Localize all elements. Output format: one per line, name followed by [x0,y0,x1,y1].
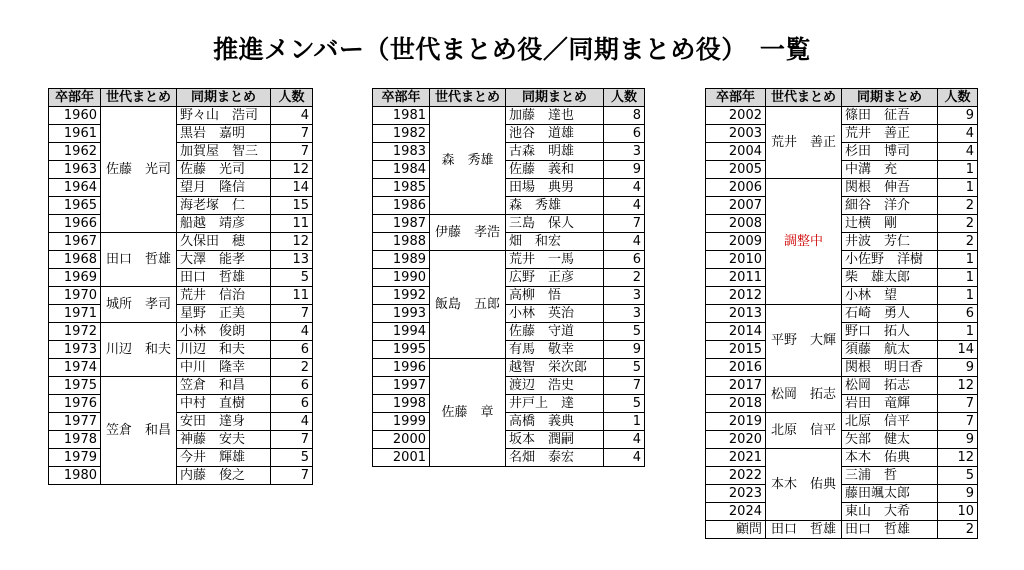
table-row [49,197,313,215]
class-rep-cell: 田口 哲雄 [842,521,938,539]
graduation-year-cell: 1992 [373,287,430,305]
graduation-year-cell: 2011 [706,269,766,287]
table-row [706,215,978,233]
generation-rep-cell: 調整中 [766,179,842,305]
graduation-year-cell: 1977 [49,413,101,431]
member-count-cell: 5 [604,323,645,341]
member-count-cell: 14 [271,179,313,197]
member-count-cell: 1 [604,413,645,431]
header-class-rep: 同期まとめ [506,89,604,107]
member-count-cell: 4 [271,413,313,431]
class-rep-cell: 池谷 道雄 [506,125,604,143]
page-title: 推進メンバー（世代まとめ役／同期まとめ役） 一覧 [213,35,811,64]
member-count-cell: 7 [938,395,978,413]
class-rep-cell: 佐藤 光司 [177,161,271,179]
table-header-row [49,89,313,107]
member-count-cell: 13 [271,251,313,269]
table-row [373,179,645,197]
graduation-year-cell: 2006 [706,179,766,197]
generation-rep-cell: 佐藤 章 [430,359,506,467]
members-table-1980s-1990s [372,88,645,467]
class-rep-cell: 野々山 浩司 [177,107,271,125]
generation-rep-cell: 田口 哲雄 [766,521,842,539]
member-count-cell: 4 [604,449,645,467]
class-rep-cell: 名畑 泰宏 [506,449,604,467]
graduation-year-cell: 2000 [373,431,430,449]
class-rep-cell: 中川 隆幸 [177,359,271,377]
member-count-cell: 1 [938,323,978,341]
member-count-cell: 1 [938,269,978,287]
table-row [706,143,978,161]
graduation-year-cell: 2002 [706,107,766,125]
graduation-year-cell: 1979 [49,449,101,467]
class-rep-cell: 船越 靖彦 [177,215,271,233]
table-row [706,341,978,359]
table-row [49,251,313,269]
graduation-year-cell: 1962 [49,143,101,161]
class-rep-cell: 井波 芳仁 [842,233,938,251]
class-rep-cell: 森 秀雄 [506,197,604,215]
member-count-cell: 12 [271,161,313,179]
member-count-cell: 1 [938,251,978,269]
table-row [49,449,313,467]
class-rep-cell: 広野 正彦 [506,269,604,287]
graduation-year-cell: 1973 [49,341,101,359]
graduation-year-cell: 1966 [49,215,101,233]
member-count-cell: 4 [271,323,313,341]
member-count-cell: 12 [271,233,313,251]
member-count-cell: 4 [604,179,645,197]
table-row [373,269,645,287]
table-row [49,107,313,125]
graduation-year-cell: 2009 [706,233,766,251]
graduation-year-cell: 2007 [706,197,766,215]
graduation-year-cell: 2012 [706,287,766,305]
graduation-year-cell: 1995 [373,341,430,359]
table-row [706,125,978,143]
member-count-cell: 9 [604,161,645,179]
member-count-cell: 4 [604,431,645,449]
class-rep-cell: 北原 信平 [842,413,938,431]
graduation-year-cell: 2010 [706,251,766,269]
class-rep-cell: 中溝 充 [842,161,938,179]
graduation-year-cell: 2023 [706,485,766,503]
graduation-year-cell: 1974 [49,359,101,377]
member-count-cell: 1 [938,161,978,179]
graduation-year-cell: 1960 [49,107,101,125]
class-rep-cell: 関根 明日香 [842,359,938,377]
table-row [373,125,645,143]
class-rep-cell: 今井 輝雄 [177,449,271,467]
graduation-year-cell: 1984 [373,161,430,179]
graduation-year-cell: 顧問 [706,521,766,539]
members-table-1960s-1970s [48,88,313,485]
table-row [49,161,313,179]
header-count: 人数 [271,89,313,107]
class-rep-cell: 関根 伸吾 [842,179,938,197]
table-row [373,359,645,377]
table-row [706,449,978,467]
generation-rep-cell: 笠倉 和昌 [101,377,177,485]
class-rep-cell: 小林 俊朗 [177,323,271,341]
graduation-year-cell: 2003 [706,125,766,143]
member-count-cell: 2 [604,269,645,287]
generation-rep-cell: 城所 孝司 [101,287,177,323]
graduation-year-cell: 2001 [373,449,430,467]
member-count-cell: 7 [271,125,313,143]
class-rep-cell: 荒井 善正 [842,125,938,143]
graduation-year-cell: 1963 [49,161,101,179]
header-class-rep: 同期まとめ [842,89,938,107]
class-rep-cell: 本木 佑典 [842,449,938,467]
table-row [373,251,645,269]
table-row [49,287,313,305]
class-rep-cell: 有馬 敬幸 [506,341,604,359]
header-generation-rep: 世代まとめ [430,89,506,107]
class-rep-cell: 佐藤 義和 [506,161,604,179]
table-row [706,467,978,485]
header-generation-rep: 世代まとめ [766,89,842,107]
class-rep-cell: 畑 和宏 [506,233,604,251]
member-count-cell: 6 [271,341,313,359]
graduation-year-cell: 1988 [373,233,430,251]
class-rep-cell: 久保田 穂 [177,233,271,251]
class-rep-cell: 小佐野 洋樹 [842,251,938,269]
members-table-2000s-2020s [705,88,978,539]
member-count-cell: 5 [271,449,313,467]
header-year: 卒部年 [49,89,101,107]
graduation-year-cell: 2005 [706,161,766,179]
class-rep-cell: 辻横 剛 [842,215,938,233]
graduation-year-cell: 1968 [49,251,101,269]
member-count-cell: 5 [604,359,645,377]
class-rep-cell: 三島 保人 [506,215,604,233]
member-count-cell: 4 [604,197,645,215]
table-row [49,269,313,287]
graduation-year-cell: 2017 [706,377,766,395]
class-rep-cell: 小林 望 [842,287,938,305]
class-rep-cell: 川辺 和夫 [177,341,271,359]
table-row [373,449,645,467]
graduation-year-cell: 1985 [373,179,430,197]
member-count-cell: 6 [604,251,645,269]
table-row [49,467,313,485]
graduation-year-cell: 1990 [373,269,430,287]
table-row [49,395,313,413]
class-rep-cell: 小林 英治 [506,305,604,323]
table-header-row [373,89,645,107]
class-rep-cell: 渡辺 浩史 [506,377,604,395]
table-row [706,395,978,413]
table-row [49,233,313,251]
class-rep-cell: 藤田颯太郎 [842,485,938,503]
class-rep-cell: 田場 典男 [506,179,604,197]
table-row [706,179,978,197]
member-count-cell: 6 [604,125,645,143]
class-rep-cell: 黒岩 嘉明 [177,125,271,143]
generation-rep-cell: 本木 佑典 [766,449,842,521]
class-rep-cell: 望月 隆信 [177,179,271,197]
table-row [49,143,313,161]
member-count-cell: 2 [938,215,978,233]
member-count-cell: 7 [271,467,313,485]
member-count-cell: 9 [938,359,978,377]
table-row [373,395,645,413]
member-count-cell: 5 [604,395,645,413]
table-row [373,233,645,251]
member-count-cell: 5 [938,467,978,485]
class-rep-cell: 中村 直樹 [177,395,271,413]
generation-rep-cell: 飯島 五郎 [430,251,506,359]
member-count-cell: 9 [938,107,978,125]
graduation-year-cell: 2024 [706,503,766,521]
member-count-cell: 7 [271,143,313,161]
member-count-cell: 7 [271,431,313,449]
member-count-cell: 9 [938,431,978,449]
member-count-cell: 4 [938,125,978,143]
table-row [706,197,978,215]
header-year: 卒部年 [373,89,430,107]
graduation-year-cell: 1998 [373,395,430,413]
table-row [706,287,978,305]
graduation-year-cell: 1978 [49,431,101,449]
class-rep-cell: 石崎 勇人 [842,305,938,323]
table-row [706,161,978,179]
class-rep-cell: 海老塚 仁 [177,197,271,215]
member-count-cell: 6 [938,305,978,323]
graduation-year-cell: 1989 [373,251,430,269]
member-count-cell: 12 [938,377,978,395]
member-count-cell: 4 [271,107,313,125]
table-row [49,125,313,143]
member-count-cell: 2 [271,359,313,377]
member-count-cell: 7 [938,413,978,431]
graduation-year-cell: 2014 [706,323,766,341]
table-row [49,305,313,323]
generation-rep-cell: 川辺 和夫 [101,323,177,377]
graduation-year-cell: 2020 [706,431,766,449]
member-count-cell: 6 [271,395,313,413]
table-row [49,215,313,233]
member-count-cell: 9 [604,341,645,359]
graduation-year-cell: 1999 [373,413,430,431]
member-count-cell: 9 [938,485,978,503]
graduation-year-cell: 1971 [49,305,101,323]
graduation-year-cell: 2015 [706,341,766,359]
class-rep-cell: 安田 達身 [177,413,271,431]
table-row [49,359,313,377]
header-count: 人数 [604,89,645,107]
graduation-year-cell: 1972 [49,323,101,341]
graduation-year-cell: 2008 [706,215,766,233]
member-count-cell: 1 [938,287,978,305]
table-row [706,323,978,341]
class-rep-cell: 柴 雄太郎 [842,269,938,287]
graduation-year-cell: 1961 [49,125,101,143]
header-class-rep: 同期まとめ [177,89,271,107]
generation-rep-cell: 北原 信平 [766,413,842,449]
member-count-cell: 10 [938,503,978,521]
table-row [373,413,645,431]
class-rep-cell: 越智 栄次郎 [506,359,604,377]
table-row [706,503,978,521]
generation-rep-cell: 佐藤 光司 [101,107,177,233]
member-count-cell: 2 [938,521,978,539]
table-row [706,431,978,449]
class-rep-cell: 細谷 洋介 [842,197,938,215]
class-rep-cell: 三浦 哲 [842,467,938,485]
class-rep-cell: 内藤 俊之 [177,467,271,485]
table-row [373,197,645,215]
graduation-year-cell: 1983 [373,143,430,161]
graduation-year-cell: 1993 [373,305,430,323]
class-rep-cell: 野口 拓人 [842,323,938,341]
class-rep-cell: 高橋 義典 [506,413,604,431]
table-row [706,107,978,125]
table-row [706,413,978,431]
table-row [49,431,313,449]
graduation-year-cell: 2018 [706,395,766,413]
generation-rep-cell: 平野 大輝 [766,305,842,377]
table-row [373,287,645,305]
class-rep-cell: 神藤 安夫 [177,431,271,449]
member-count-cell: 14 [938,341,978,359]
graduation-year-cell: 2013 [706,305,766,323]
graduation-year-cell: 1975 [49,377,101,395]
class-rep-cell: 田口 哲雄 [177,269,271,287]
header-year: 卒部年 [706,89,766,107]
class-rep-cell: 荒井 一馬 [506,251,604,269]
graduation-year-cell: 1996 [373,359,430,377]
class-rep-cell: 松岡 拓志 [842,377,938,395]
class-rep-cell: 杉田 博司 [842,143,938,161]
table-row [706,521,978,539]
member-count-cell: 7 [271,305,313,323]
graduation-year-cell: 1970 [49,287,101,305]
member-count-cell: 8 [604,107,645,125]
class-rep-cell: 佐藤 守道 [506,323,604,341]
class-rep-cell: 古森 明雄 [506,143,604,161]
class-rep-cell: 須藤 航太 [842,341,938,359]
graduation-year-cell: 2021 [706,449,766,467]
member-count-cell: 11 [271,287,313,305]
class-rep-cell: 加賀屋 智三 [177,143,271,161]
graduation-year-cell: 1994 [373,323,430,341]
table-row [373,161,645,179]
class-rep-cell: 井戸上 達 [506,395,604,413]
graduation-year-cell: 1976 [49,395,101,413]
member-count-cell: 1 [938,179,978,197]
graduation-year-cell: 1964 [49,179,101,197]
graduation-year-cell: 2016 [706,359,766,377]
graduation-year-cell: 1981 [373,107,430,125]
table-row [49,323,313,341]
header-count: 人数 [938,89,978,107]
graduation-year-cell: 1969 [49,269,101,287]
table-row [373,215,645,233]
generation-rep-cell: 松岡 拓志 [766,377,842,413]
graduation-year-cell: 1986 [373,197,430,215]
class-rep-cell: 大澤 能孝 [177,251,271,269]
table-row [373,107,645,125]
class-rep-cell: 矢部 健太 [842,431,938,449]
member-count-cell: 2 [938,233,978,251]
member-count-cell: 5 [271,269,313,287]
member-count-cell: 3 [604,287,645,305]
generation-rep-cell: 森 秀雄 [430,107,506,215]
member-count-cell: 6 [271,377,313,395]
table-row [706,251,978,269]
class-rep-cell: 篠田 征吾 [842,107,938,125]
member-count-cell: 4 [604,233,645,251]
generation-rep-cell: 荒井 善正 [766,107,842,179]
member-count-cell: 3 [604,305,645,323]
table-row [49,377,313,395]
member-count-cell: 12 [938,449,978,467]
table-row [706,359,978,377]
member-count-cell: 2 [938,197,978,215]
table-header-row [706,89,978,107]
table-row [706,485,978,503]
graduation-year-cell: 1965 [49,197,101,215]
class-rep-cell: 高柳 悟 [506,287,604,305]
class-rep-cell: 星野 正美 [177,305,271,323]
generation-rep-cell: 伊藤 孝浩 [430,215,506,251]
member-count-cell: 15 [271,197,313,215]
class-rep-cell: 笠倉 和昌 [177,377,271,395]
table-row [373,377,645,395]
graduation-year-cell: 2019 [706,413,766,431]
table-row [373,305,645,323]
class-rep-cell: 加藤 達也 [506,107,604,125]
graduation-year-cell: 1980 [49,467,101,485]
table-row [373,431,645,449]
graduation-year-cell: 2022 [706,467,766,485]
graduation-year-cell: 1997 [373,377,430,395]
table-row [373,341,645,359]
member-count-cell: 4 [938,143,978,161]
class-rep-cell: 岩田 竜輝 [842,395,938,413]
table-row [706,233,978,251]
graduation-year-cell: 1987 [373,215,430,233]
graduation-year-cell: 1967 [49,233,101,251]
table-row [49,413,313,431]
graduation-year-cell: 2004 [706,143,766,161]
graduation-year-cell: 1982 [373,125,430,143]
member-count-cell: 3 [604,143,645,161]
member-count-cell: 11 [271,215,313,233]
table-row [706,269,978,287]
member-count-cell: 7 [604,215,645,233]
table-row [706,377,978,395]
table-row [49,179,313,197]
generation-rep-cell: 田口 哲雄 [101,233,177,287]
member-count-cell: 7 [604,377,645,395]
table-row [373,323,645,341]
header-generation-rep: 世代まとめ [101,89,177,107]
table-row [373,143,645,161]
table-row [706,305,978,323]
class-rep-cell: 東山 大希 [842,503,938,521]
class-rep-cell: 荒井 信治 [177,287,271,305]
class-rep-cell: 坂本 潤嗣 [506,431,604,449]
table-row [49,341,313,359]
